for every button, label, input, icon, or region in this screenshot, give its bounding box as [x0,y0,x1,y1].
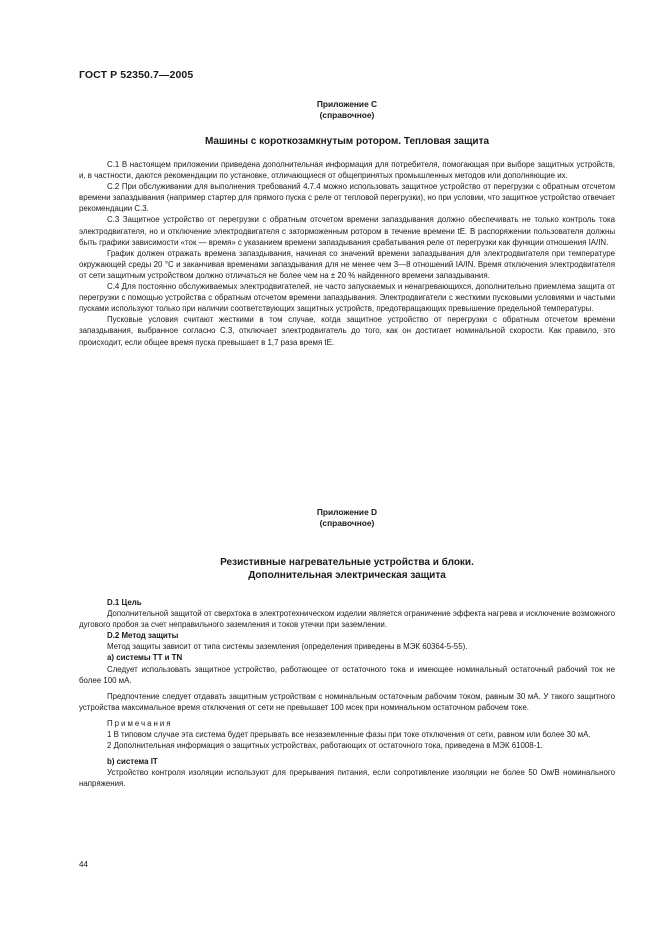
appendix-c-heading [79,99,615,121]
paragraph: Устройство контроля изоляции используют для прерывания питания, если сопротивление изоляции не более 50 Ом/В номинального напряжения. [79,768,615,789]
paragraph: Предпочтение следует отдавать защитным устройствам с номинальным остаточным рабочим током, равным 30 мА. У такого защитного устройства максимальное время отключения от сети не превышает 100 мсек при номинальном остаточном рабочем токе. [79,691,615,712]
appendix-d-status: (справочное) [319,518,375,528]
document-header: ГОСТ Р 52350.7—2005 [79,69,194,81]
appendix-d-title-line1: Резистивные нагревательные устройства и блоки. [220,557,474,568]
appendix-d-label: Приложение D [316,507,378,517]
paragraph: С.2 При обслуживании для выполнения требований 4.7.4 можно использовать защитное устройство от перегрузки с обратным отсчетом времени запаздывания (например стартер для прямого пуска с реле от тепловой перегрузки), но при условии, что защитное устройство отвечает рекомендации С.3. [79,182,616,214]
paragraph: График должен отражать времена запаздывания, начиная со значений времени запаздывания для электродвигателя при температуре окружающей среды 20 °С и заканчивая временами запаздывания для не менее чем 3—8 отношений IA/IN. Время отключения электродвигателя от сети защитным устройством должно отличаться не более чем на ± 20 % найденного времени запаздывания. [79,248,615,280]
appendix-d-title-line2: Дополнительная электрическая защита [248,570,446,581]
paragraph: Дополнительной защитой от сверхтока в электротехническом изделии является ограничение эффекта нагрева и исключение возможного дугового пробоя за счет неправильного заземления и токов утечки при заземлении. [79,609,615,630]
notes-heading: Примечания [107,718,173,728]
section-heading-d2: D.2 Метод защиты [107,631,179,641]
appendix-d-title [79,556,615,582]
appendix-c-label: Приложение С [316,99,378,109]
paragraph: С.3 Защитное устройство от перегрузки с обратным отсчетом времени запаздывания должно обеспечивать не только контроль тока электродвигателя, но и отключение электродвигателя с заторможенным ротором в течение времени tE. В распоряжении пользователя должны быть графики зависимости «ток — время» с указанием времени запаздывания срабатывания реле от перегрузки как функции отношения IA/IN. [79,215,615,247]
appendix-d-body [79,597,615,790]
paragraph: Следует использовать защитное устройство, работающее от остаточного тока и имеющее номинальный остаточный рабочий ток не более 100 мА. [79,664,615,685]
appendix-c-title: Машины с короткозамкнутым ротором. Тепловая защита [204,136,490,147]
note: 1 В типовом случае эта система будет прерывать все незаземленные фазы при токе отключения от сети, равном или более 30 мА. [107,730,591,740]
note: 2 Дополнительная информация о защитных устройствах, работающих от остаточного тока, приведена в МЭК 61008-1. [107,741,543,751]
page-number: 44 [79,860,88,869]
section-heading-d1: D.1 Цель [107,598,142,607]
paragraph: С.1 В настоящем приложении приведена дополнительная информация для потребителя, помогающая при выборе защитных устройств, и, в частности, даются рекомендации по установке, отличающиеся от общепринятых промышленных методов или дополняющие их. [79,160,615,181]
appendix-d-heading [79,507,615,529]
paragraph: С.4 Для постоянно обслуживаемых электродвигателей, не часто запускаемых и ненагревающихся, дополнительно приемлема защита от перегрузки с помощью устройства с обратным отсчетом времени запаздывания. Электродвигатели с жесткими пусковыми условиями и частыми пусками используют только при наличии соответствующих защитных устройств, предотвращающих превышение предельной температуры. [79,282,615,314]
appendix-c-status: (справочное) [319,110,375,120]
appendix-c-body [79,159,615,348]
paragraph: Метод защиты зависит от типа системы заземления (определения приведены в МЭК 60364-5-55). [107,642,468,652]
subsection-heading-b: b) система IT [107,757,158,767]
subsection-heading-a: а) системы ТТ и TN [107,653,183,663]
paragraph: Пусковые условия считают жесткими в том случае, когда защитное устройство от перегрузки с обратным отсчетом времени запаздывания, выбранное согласно С.3, отключает электродвигатель до того, как он достигает номинальной скорости. Как правило, это происходит, если общее время пуска превышает в 1,7 раза время tE. [79,315,615,347]
